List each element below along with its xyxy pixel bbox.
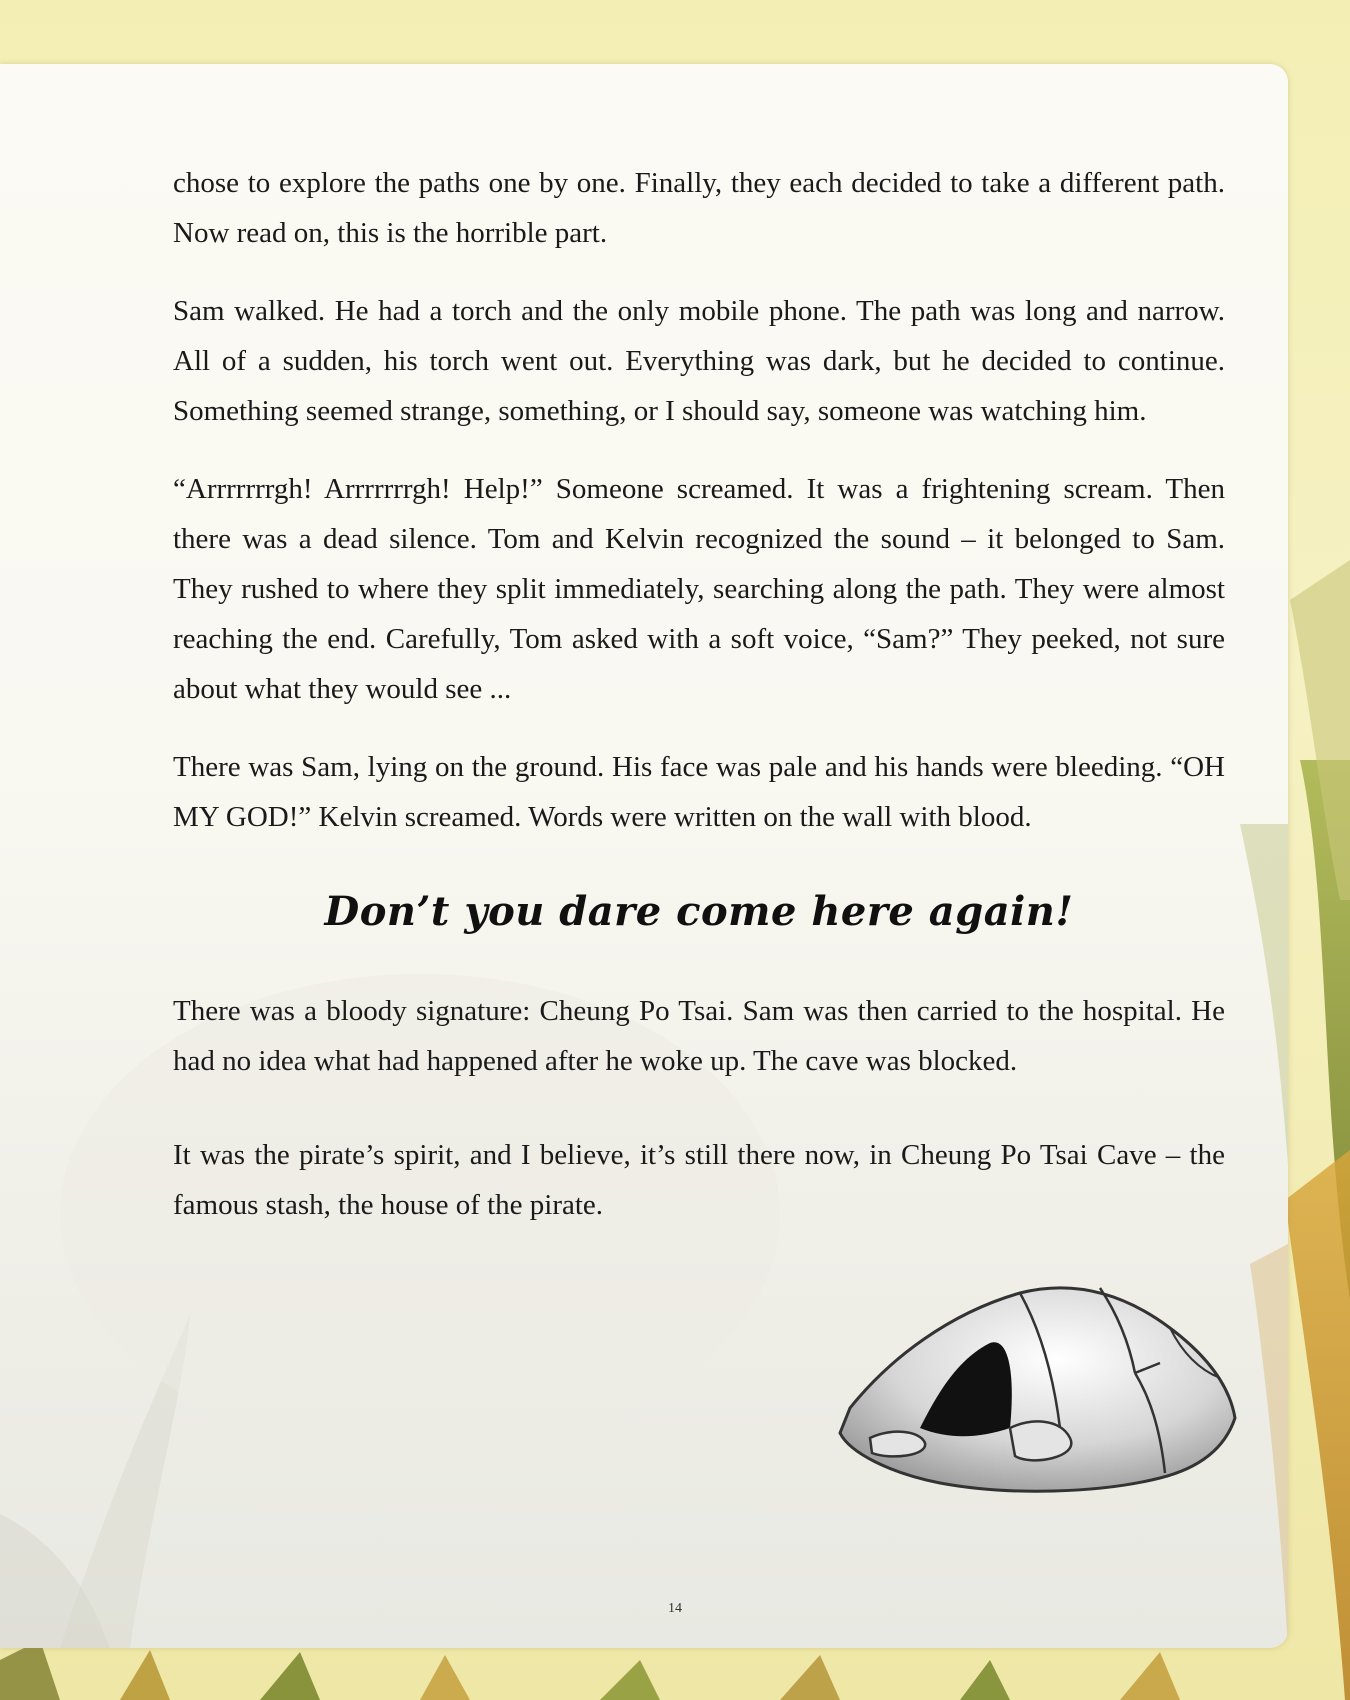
blood-message: Don’t you dare come here again!: [324, 888, 1074, 935]
page-number: 14: [668, 1601, 682, 1616]
cave-illustration: [830, 1278, 1240, 1498]
paragraph: There was Sam, lying on the ground. His face was pale and his hands were bleeding. “OH MY GOD!” Kelvin screamed. Words were written on the wall with blood.: [173, 751, 1225, 833]
story-text: [173, 158, 1225, 1258]
paragraph: chose to explore the paths one by one. Finally, they each decided to take a different path. Now read on, this is the horrible part.: [173, 167, 1225, 249]
paragraph: It was the pirate’s spirit, and I believe, it’s still there now, in Cheung Po Tsai Cave – the famous stash, the house of the pirate.: [173, 1139, 1225, 1221]
paragraph: There was a bloody signature: Cheung Po Tsai. Sam was then carried to the hospital. He had no idea what had happened after he woke up. The cave was blocked.: [173, 995, 1225, 1077]
paragraph: Sam walked. He had a torch and the only mobile phone. The path was long and narrow. All of a sudden, his torch went out. Everything was dark, but he decided to continue. Something seemed strange, something, or I should say, someone was watching him.: [173, 295, 1225, 427]
paragraph: “Arrrrrrrgh! Arrrrrrrgh! Help!” Someone screamed. It was a frightening scream. Then there was a dead silence. Tom and Kelvin recognized the sound – it belonged to Sam. They rushed to where they split immediately, searching along the path. They were almost reaching the end. Carefully, Tom asked with a soft voice, “Sam?” They peeked, not sure about what they would see ...: [173, 473, 1225, 705]
